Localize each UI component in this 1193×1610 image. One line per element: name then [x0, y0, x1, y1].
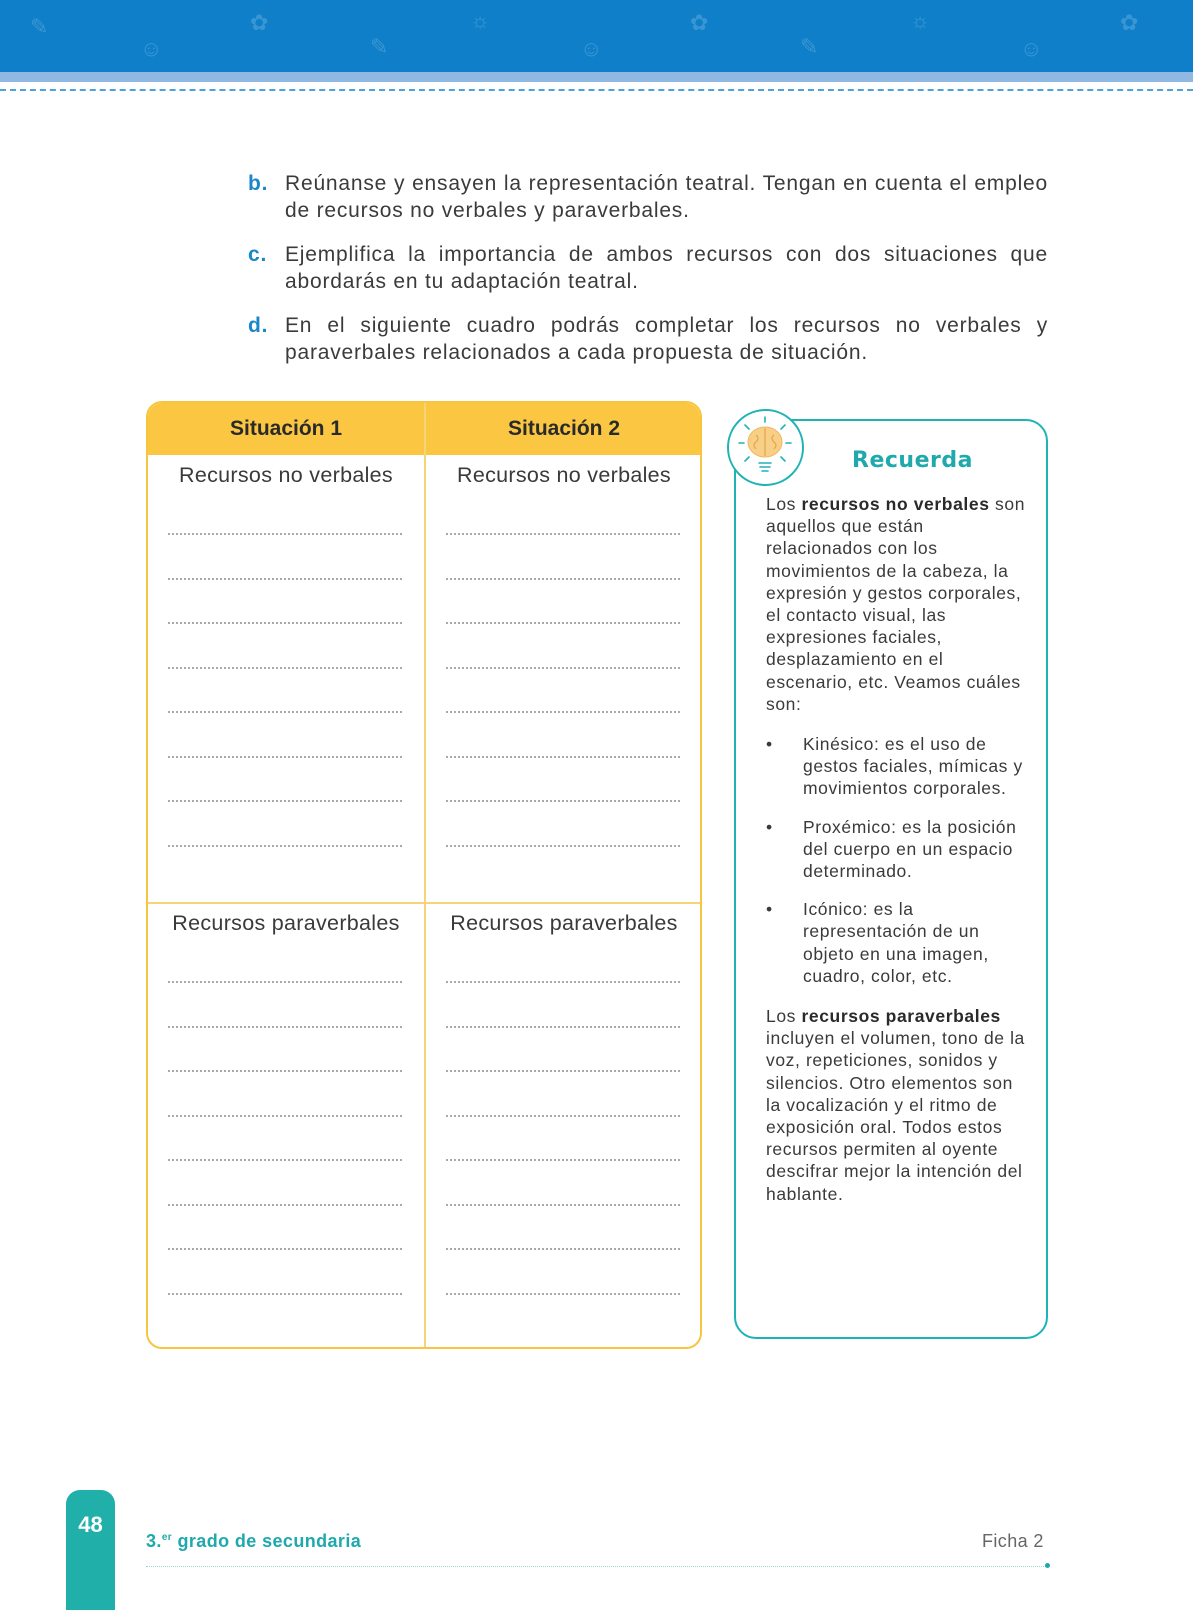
answer-line[interactable]: [168, 622, 402, 624]
doodle-icon: ✎: [30, 14, 49, 39]
cell-s2-paraverbales: [426, 911, 702, 1349]
cell-s1-no-verbales: [148, 463, 424, 901]
instruction-text: Ejemplifica la importancia de ambos recursos con dos situaciones que abordarás en tu adaptación teatral.: [285, 243, 1048, 293]
bullet-icon: •: [766, 816, 773, 837]
list-item: [766, 733, 1028, 800]
answer-line[interactable]: [446, 1293, 680, 1295]
answer-line[interactable]: [446, 1026, 680, 1028]
answer-line[interactable]: [446, 1070, 680, 1072]
recuerda-intro: [766, 493, 1028, 715]
page-number: 48: [78, 1512, 103, 1537]
answer-line[interactable]: [168, 1293, 402, 1295]
bullet-text: Kinésico: es el uso de gestos faciales, mímicas y movimientos corporales.: [803, 734, 1023, 799]
answer-line[interactable]: [168, 845, 402, 847]
header-dashed-divider: [0, 89, 1193, 91]
text: incluyen el volumen, tono de la voz, repeticiones, sonidos y silencios. Otro elementos son la vocalización y el ritmo de exposición oral. Todos estos recursos permiten al oyente descifrar mejor la intención del hablante.: [766, 1028, 1025, 1204]
answer-line[interactable]: [168, 578, 402, 580]
instruction-text: Reúnanse y ensayen la representación teatral. Tengan en cuenta el empleo de recursos no verbales y paraverbales.: [285, 172, 1048, 222]
answer-line[interactable]: [446, 667, 680, 669]
cell-s2-no-verbales: [426, 463, 702, 901]
recuerda-title: Recuerda: [852, 448, 973, 473]
doodle-icon: ☼: [470, 8, 491, 33]
doodle-icon: ✿: [1120, 10, 1139, 35]
recuerda-paraverbales: [766, 1005, 1028, 1205]
text: grado de secundaria: [172, 1531, 362, 1551]
instruction-b: [248, 170, 1048, 224]
bold-term: recursos no verbales: [801, 494, 990, 514]
header-band: [0, 0, 1193, 72]
bullet-text: Icónico: es la representación de un objeto en una imagen, cuadro, color, etc.: [803, 899, 989, 986]
answer-line[interactable]: [168, 800, 402, 802]
text: 3.: [146, 1531, 162, 1551]
answer-line[interactable]: [168, 533, 402, 535]
answer-line[interactable]: [168, 1159, 402, 1161]
footer-dot: [1045, 1563, 1050, 1568]
answer-line[interactable]: [168, 1248, 402, 1250]
bullet-icon: •: [766, 734, 773, 755]
instruction-letter: c.: [248, 243, 268, 266]
instruction-d: [248, 312, 1048, 366]
doodle-icon: ✎: [800, 34, 819, 59]
doodle-icon: ☺: [1020, 36, 1043, 61]
list-item: [766, 898, 1028, 987]
instruction-letter: d.: [248, 314, 269, 337]
recuerda-body: [766, 493, 1028, 1205]
recuerda-bullets: [766, 733, 1028, 987]
answer-line[interactable]: [168, 1204, 402, 1206]
answer-line[interactable]: [446, 1159, 680, 1161]
cell-label: Recursos paraverbales: [172, 911, 400, 935]
instruction-text: En el siguiente cuadro podrás completar los recursos no verbales y paraverbales relacionados a cada propuesta de situación.: [285, 314, 1048, 364]
footer-divider: [146, 1566, 1048, 1567]
instruction-letter: b.: [248, 172, 269, 195]
cell-label: Recursos no verbales: [457, 463, 671, 487]
answer-line[interactable]: [168, 1070, 402, 1072]
doodle-icon: ☺: [140, 36, 163, 61]
answer-line[interactable]: [446, 845, 680, 847]
doodle-icon: ✎: [370, 34, 389, 59]
bold-term: recursos paraverbales: [801, 1006, 1001, 1027]
answer-line[interactable]: [168, 1026, 402, 1028]
answer-line[interactable]: [446, 622, 680, 624]
answer-line[interactable]: [446, 800, 680, 802]
instructions-list: [248, 170, 1048, 383]
ordinal-suffix: er: [161, 1532, 173, 1543]
footer-grade: [146, 1531, 361, 1552]
answer-line[interactable]: [446, 1204, 680, 1206]
column-header-situacion-2: Situación 2: [507, 417, 621, 440]
text: Los: [766, 1006, 802, 1027]
page-number-tab: [66, 1490, 115, 1610]
column-header-situacion-1: Situación 1: [229, 417, 343, 440]
bullet-icon: •: [766, 899, 773, 920]
answer-line[interactable]: [446, 1248, 680, 1250]
cell-label: Recursos paraverbales: [450, 911, 678, 935]
answer-line[interactable]: [446, 756, 680, 758]
doodle-icon: ☺: [580, 36, 603, 61]
answer-line[interactable]: [446, 711, 680, 713]
cell-s1-paraverbales: [148, 911, 424, 1349]
header-stripe: [0, 72, 1193, 82]
footer-ficha: Ficha 2: [982, 1531, 1044, 1551]
answer-line[interactable]: [446, 578, 680, 580]
cell-label: Recursos no verbales: [179, 463, 393, 487]
brain-lightbulb-icon: [727, 409, 804, 486]
answer-line[interactable]: [446, 533, 680, 535]
answer-line[interactable]: [446, 981, 680, 983]
text: son aquellos que están relacionados con los movimientos de la cabeza, la expresión y gestos corporales, el contacto visual, las expresiones faciales, desplazamiento en el escenario, etc. Veamos cuáles son:: [766, 494, 1026, 714]
doodle-icon: ☼: [910, 8, 931, 33]
list-item: [766, 816, 1028, 883]
answer-line[interactable]: [446, 1115, 680, 1117]
answer-line[interactable]: [168, 756, 402, 758]
doodle-icon: ✿: [250, 10, 269, 35]
doodle-icon: ✿: [690, 10, 709, 35]
answer-line[interactable]: [168, 711, 402, 713]
answer-line[interactable]: [168, 1115, 402, 1117]
bullet-text: Proxémico: es la posición del cuerpo en un espacio determinado.: [803, 816, 1017, 882]
situations-table: [146, 401, 702, 1349]
answer-line[interactable]: [168, 981, 402, 983]
instruction-c: [248, 241, 1048, 295]
section-divider: [148, 902, 700, 904]
text: Los: [766, 494, 802, 514]
answer-line[interactable]: [168, 667, 402, 669]
